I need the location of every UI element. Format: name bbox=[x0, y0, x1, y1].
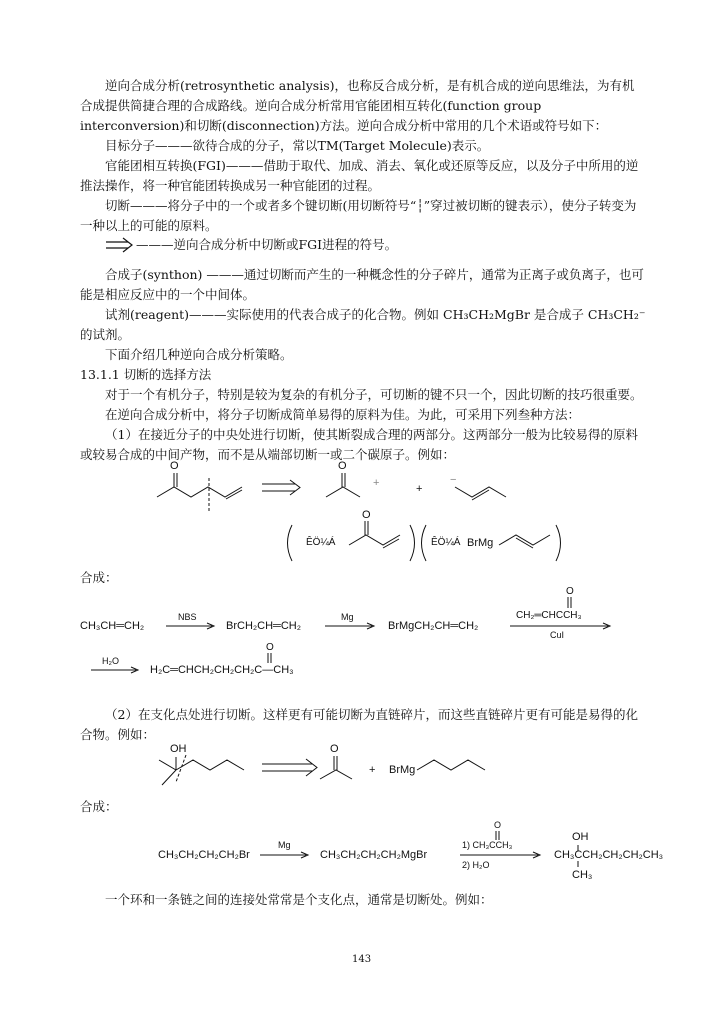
mg-reagent-2: Mg bbox=[278, 840, 291, 850]
acetone-reagent-oxygen: O bbox=[494, 820, 502, 830]
reagent-definition: 试剂(reagent)———实际使用的代表合成子的化合物。例如 CH₃CH₂MgBr 是合成子 CH₃CH₂⁻的试剂。 bbox=[80, 307, 646, 342]
butyl-grignard: CH₃CH₂CH₂CH₂MgBr bbox=[320, 849, 428, 861]
reagent-label-2: ÊÖ¼Á bbox=[431, 537, 461, 548]
mvk-reagent: CH₂═CHCCH₃ bbox=[516, 610, 582, 621]
product-tertiary-alcohol: CH₃CCH₂CH₂CH₂CH₃ bbox=[554, 849, 664, 861]
synthon-definition: 合成子(synthon) ———通过切断而产生的一种概念性的分子碎片，通常为正离子或负离子，也可能是相应反应中的一个中间体。 bbox=[80, 267, 644, 302]
product-oxygen-label: O bbox=[266, 642, 274, 653]
section-para-1: 对于一个有机分子，特别是较为复杂的有机分子，可切断的键不只一个，因此切断的技巧很重要。 bbox=[105, 387, 643, 402]
arrow-definition: ———逆向合成分析中切断或FGI进程的符号。 bbox=[136, 237, 398, 252]
brmg-label-2: BrMg bbox=[389, 764, 416, 776]
intro-paragraph: 逆向合成分析(retrosynthetic analysis)，也称反合成分析，是有机合成的逆向思维法，为有机合成提供简捷合理的合成路线。逆向合成分析常用官能团相互转化(function group interconversion)和切断(disconnection)方法。逆向合成分析中常用的几个术语或符号如下： bbox=[80, 78, 635, 133]
butyl-bromide: CH₃CH₂CH₂CH₂Br bbox=[158, 849, 250, 861]
propene: CH₃CH═CH₂ bbox=[80, 620, 145, 632]
mg-reagent-1: Mg bbox=[341, 612, 354, 622]
cation-charge: + bbox=[373, 477, 380, 489]
ring-chain-text: 一个环和一条链之间的连接处常常是个支化点，通常是切断处。例如： bbox=[105, 892, 493, 907]
method-1-text: （1）在接近分子的中央处进行切断，使其断裂成合理的两部分。这两部分一般为比较易得的原料或较易合成的中间产物，而不是从端部切断一或二个碳原子。例如： bbox=[80, 427, 638, 462]
fgi-definition: 官能团相互转换(FGI)———借助于取代、加成、消去、氧化或还原等反应，以及分子中所用的逆推法操作，将一种官能团转换成另一种官能团的过程。 bbox=[80, 158, 639, 193]
section-para-2: 在逆向合成分析中，将分子切断成简单易得的原料为佳。为此，可采用下列叁种方法： bbox=[105, 407, 581, 422]
plus-sign-2: + bbox=[369, 764, 376, 776]
disconnection-definition: 切断———将分子中的一个或者多个键切断(用切断符号“┆”穿过被切断的键表示），使分子转变为一种以上的可能的原料。 bbox=[80, 198, 637, 233]
product-methyl-branch: CH₃ bbox=[572, 869, 593, 881]
ketone-oxygen-label: O bbox=[170, 460, 179, 472]
reagent-label-1: ÊÖ¼Á bbox=[306, 537, 336, 548]
product-oh-label: OH bbox=[572, 831, 589, 843]
strategy-intro: 下面介绍几种逆向合成分析策略。 bbox=[105, 347, 293, 362]
anion-charge: − bbox=[450, 474, 457, 486]
acetone-reagent: 1) CH₃CCH₃ bbox=[462, 840, 513, 850]
synthesis-label-2: 合成： bbox=[80, 799, 118, 814]
method-2-text: （2）在支化点处进行切断。这样更有可能切断为直链碎片，而这些直链碎片更有可能是易得的化合物。例如： bbox=[80, 707, 638, 742]
plus-sign: + bbox=[416, 483, 423, 495]
synthesis-label-1: 合成： bbox=[80, 570, 118, 585]
tm-definition: 目标分子———欲待合成的分子，常以TM(Target Molecule)表示。 bbox=[105, 138, 490, 153]
nbs-reagent: NBS bbox=[178, 612, 197, 622]
mvk-oxygen-label: O bbox=[566, 586, 574, 597]
allyl-bromide: BrCH₂CH═CH₂ bbox=[226, 620, 301, 632]
section-heading: 13.1.1 切断的选择方法 bbox=[80, 367, 212, 382]
product-hexenone: H₂C═CHCH₂CH₂CH₂C—CH₃ bbox=[150, 664, 294, 676]
enone-oxygen-label: O bbox=[362, 509, 371, 521]
acetone-oxygen-label: O bbox=[330, 743, 339, 755]
allyl-grignard: BrMgCH₂CH═CH₂ bbox=[388, 620, 479, 632]
alcohol-oh-label: OH bbox=[170, 743, 187, 755]
water-reagent-1: H₂O bbox=[102, 656, 119, 666]
fragment-oxygen-label: O bbox=[338, 460, 347, 472]
cui-catalyst: CuI bbox=[550, 630, 565, 640]
brmg-label-1: BrMg bbox=[467, 537, 494, 549]
page-number: 143 bbox=[352, 954, 372, 965]
water-reagent-2: 2) H₂O bbox=[462, 860, 490, 870]
